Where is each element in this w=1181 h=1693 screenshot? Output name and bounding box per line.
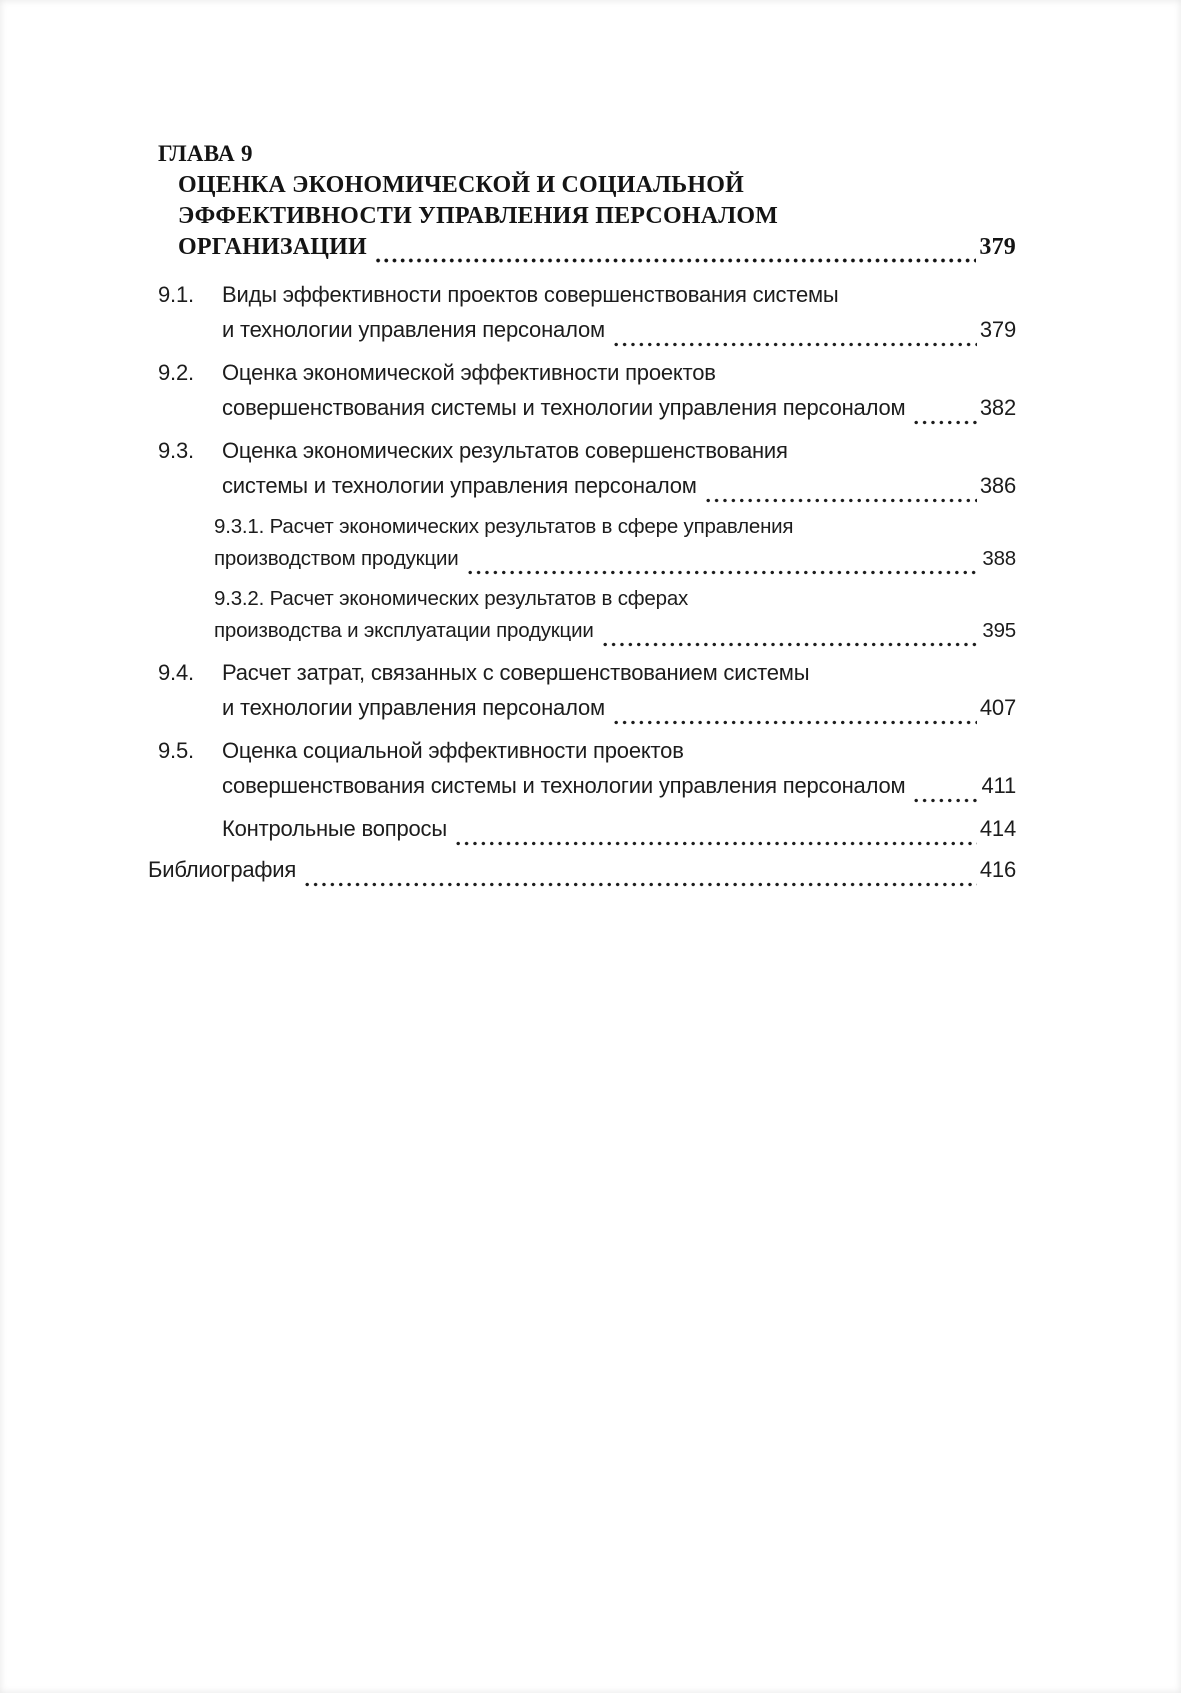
entry-text: совершенствования системы и технологии управления персоналом [222,773,906,798]
toc-entry-control-questions [222,811,1016,846]
entry-number: 9.2. [158,360,194,385]
entry-text: 9.3.2. Расчет экономических результатов в сферах [214,587,689,610]
toc-entry-9-3-1 [214,511,1016,575]
toc-entry-9-2 [158,355,1016,425]
chapter-title-row [178,232,1016,263]
dot-leader [612,705,977,725]
entry-text-row [222,312,1016,347]
chapter-title [178,170,1016,263]
entry-text: совершенствования системы и технологии управления персоналом [222,395,906,420]
entry-text: Оценка экономической эффективности проектов [222,360,716,385]
dot-leader [303,867,977,887]
entry-text: Оценка экономических результатов совершенствования [222,438,788,463]
dot-leader [912,405,976,425]
entry-text: Оценка социальной эффективности проектов [222,738,684,763]
entry-text: Виды эффективности проектов совершенствования системы [222,282,839,307]
toc-entry-9-1 [158,277,1016,347]
entry-text-row [214,615,1016,647]
entry-text-row [222,468,1016,503]
dot-leader [374,243,977,263]
toc-entry-9-3-2 [214,583,1016,647]
chapter-title-line: ОРГАНИЗАЦИИ [178,234,367,260]
entry-number: 9.3. [158,438,194,463]
page-number: 379 [979,317,1016,342]
dot-leader [454,826,977,846]
entry-text: Контрольные вопросы [222,816,447,841]
entry-text: Библиография [148,857,297,882]
entry-text: 9.3.1. Расчет экономических результатов в сфере управления [214,515,794,538]
toc-entry-9-5 [158,733,1016,803]
entry-text: производством продукции [214,547,459,570]
page-number: 379 [979,234,1016,260]
page-number: 382 [979,395,1016,420]
entry-text: и технологии управления персоналом [222,695,605,720]
dot-leader [612,327,977,347]
entry-number: 9.4. [158,660,194,685]
entry-text-row [222,768,1016,803]
toc-entry-9-4 [158,655,1016,725]
entry-text: и технологии управления персоналом [222,317,605,342]
toc-entry-bibliography [148,852,1016,887]
chapter-heading [158,138,1016,263]
page-number: 416 [979,857,1016,882]
entry-text: производства и эксплуатации продукции [214,619,594,642]
entry-text: системы и технологии управления персоналом [222,473,697,498]
dot-leader [466,555,980,575]
entry-number: 9.1. [158,282,194,307]
entry-number: 9.5. [158,738,194,763]
entry-text-row [222,390,1016,425]
chapter-title-line: ОЦЕНКА ЭКОНОМИЧЕСКОЙ И СОЦИАЛЬНОЙ [178,172,744,198]
dot-leader [704,483,977,503]
entry-text-row [214,543,1016,575]
page-number: 388 [982,547,1016,570]
page-number: 407 [979,695,1016,720]
page-number: 414 [979,816,1016,841]
entry-text: Расчет затрат, связанных с совершенствованием системы [222,660,810,685]
page-number: 411 [981,773,1016,798]
dot-leader [601,627,980,647]
table-of-contents [148,138,1016,893]
chapter-title-line: ЭФФЕКТИВНОСТИ УПРАВЛЕНИЯ ПЕРСОНАЛОМ [178,203,779,229]
chapter-label: ГЛАВА 9 [158,141,253,166]
entry-text-row [222,690,1016,725]
dot-leader [912,783,978,803]
page-number: 395 [982,619,1016,642]
toc-entry-9-3 [158,433,1016,503]
page-number: 386 [979,473,1016,498]
